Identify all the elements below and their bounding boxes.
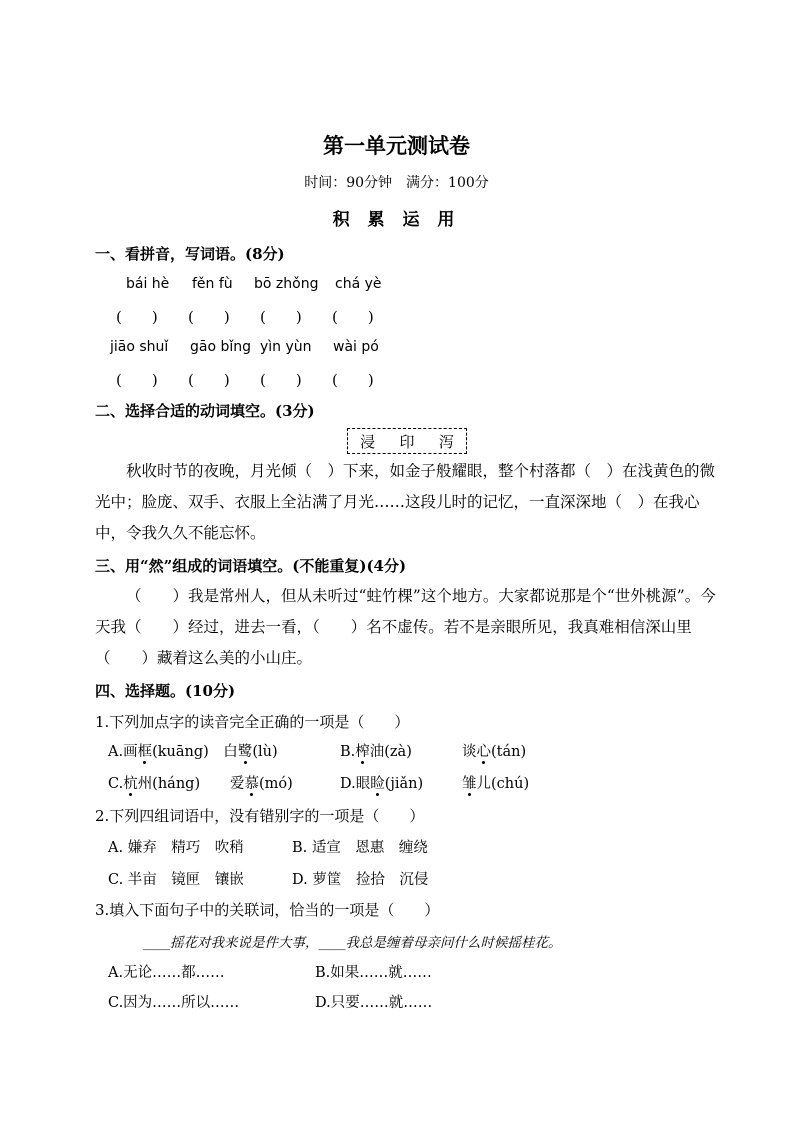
option-text: 谈 (462, 744, 477, 760)
q4-item3-option-c[interactable]: C.因为……所以…… (108, 995, 240, 1011)
answer-blank[interactable]: ( ) (332, 308, 374, 326)
pinyin: wài pó (333, 339, 379, 355)
pinyin: bō zhǒng (254, 276, 319, 292)
option-text: C. (108, 776, 124, 792)
q4-item3-option-a[interactable]: A.无论……都…… (108, 965, 225, 981)
pinyin: bái hè (126, 276, 170, 292)
option-text: 油(zà) (369, 744, 412, 760)
option-text: (tán) (491, 744, 527, 760)
option-text: (kuāng) 白 (152, 744, 238, 760)
dotted-char: 雏 (462, 776, 477, 792)
q4-item3-option-d[interactable]: D.只要……就…… (315, 995, 433, 1011)
answer-blank[interactable]: ( ) (332, 371, 374, 389)
option-text: 州(háng) (137, 776, 201, 792)
answer-blank[interactable]: ( ) (260, 371, 302, 389)
option-text: D.眼 (340, 776, 371, 792)
exam-info: 时间：90分钟 满分：100分 (304, 175, 489, 191)
q4-heading: 四、选择题。(10分) (95, 682, 236, 700)
q4-item3-option-b[interactable]: B.如果……就…… (315, 965, 432, 981)
option-text: (mó) (259, 776, 293, 792)
answer-blank[interactable]: ( ) (188, 308, 230, 326)
word-option: 印 (399, 432, 415, 451)
q4-item1-option-a[interactable] (108, 740, 278, 761)
q4-item1-option-b2 (462, 740, 526, 761)
q4-item1-option-b[interactable] (340, 740, 412, 761)
q3-passage: （ ）我是常州人，但从未听过“蛀竹棵”这个地方。大家都说那是个“世外桃源”。今天我（ ）经过，进去一看，（ ）名不虚传。若不是亲眼所见，我真难相信深山里（ ）藏着这么美的小山庄。 (95, 587, 716, 667)
option-text: 爱 (230, 776, 245, 792)
q2-heading: 二、选择合适的动词填空。(3分) (95, 402, 315, 420)
word-option: 泻 (438, 432, 454, 451)
dotted-char: 睑 (370, 776, 385, 792)
q4-item2-option-c[interactable]: C. 半亩 镜匣 镶嵌 (108, 872, 244, 888)
page-title: 第一单元测试卷 (323, 133, 470, 158)
word-option: 浸 (360, 432, 376, 451)
option-text: (lù) (252, 744, 278, 760)
q4-item2-option-a[interactable]: A. 嫌弃 精巧 吹稍 (108, 840, 244, 856)
pinyin: gāo bǐng (190, 339, 252, 355)
q4-item2-option-d[interactable]: D. 萝筐 捡拾 沉侵 (292, 872, 429, 888)
answer-blank[interactable]: ( ) (188, 371, 230, 389)
pinyin: chá yè (335, 276, 382, 292)
q4-item1-stem: 1.下列加点字的读音完全正确的一项是（ ） (95, 713, 410, 731)
word-bank (347, 428, 467, 454)
q4-item1-option-d2 (462, 772, 529, 793)
pinyin: yìn yùn (260, 339, 312, 355)
option-text: (jiǎn) (384, 776, 424, 792)
dotted-char: 鹭 (237, 744, 253, 760)
q4-item3-sentence: ____摇花对我来说是件大事，____我总是缠着母亲问什么时候摇桂花。 (143, 935, 562, 951)
answer-blank[interactable]: ( ) (116, 308, 158, 326)
pinyin: jiāo shuǐ (110, 339, 169, 355)
dotted-char: 心 (476, 744, 491, 760)
q4-item1-option-c[interactable] (108, 772, 200, 793)
q4-item2-stem: 2.下列四组词语中，没有错别字的一项是（ ） (95, 807, 425, 825)
dotted-char: 榨 (355, 744, 370, 760)
q2-passage: 秋收时节的夜晚，月光倾（ ）下来，如金子般耀眼，整个村落都（ ）在浅黄色的微光中；脸庞、双手、衣服上全沾满了月光……这段儿时的记忆，一直深深地（ ）在我心中，令我久久不能忘怀。 (95, 462, 716, 542)
answer-blank[interactable]: ( ) (116, 371, 158, 389)
dotted-char: 慕 (244, 776, 259, 792)
pinyin: fěn fù (192, 276, 233, 292)
option-text: 儿(chú) (476, 776, 530, 792)
q4-item3-stem: 3.填入下面句子中的关联词，恰当的一项是（ ） (95, 901, 440, 919)
dotted-char: 框 (137, 744, 153, 760)
answer-blank[interactable]: ( ) (260, 308, 302, 326)
q4-item2-option-b[interactable]: B. 适宣 恩惠 缠绕 (292, 840, 428, 856)
q4-item1-option-c2 (230, 772, 293, 793)
dotted-char: 杭 (123, 776, 138, 792)
option-text: A.画 (108, 744, 138, 760)
section-heading: 积 累 运 用 (332, 210, 461, 230)
q1-heading: 一、看拼音，写词语。(8分) (95, 245, 285, 263)
q3-heading: 三、用“然”组成的词语填空。(不能重复)(4分) (95, 557, 407, 575)
option-text: B. (340, 744, 356, 760)
q4-item1-option-d[interactable] (340, 772, 423, 793)
